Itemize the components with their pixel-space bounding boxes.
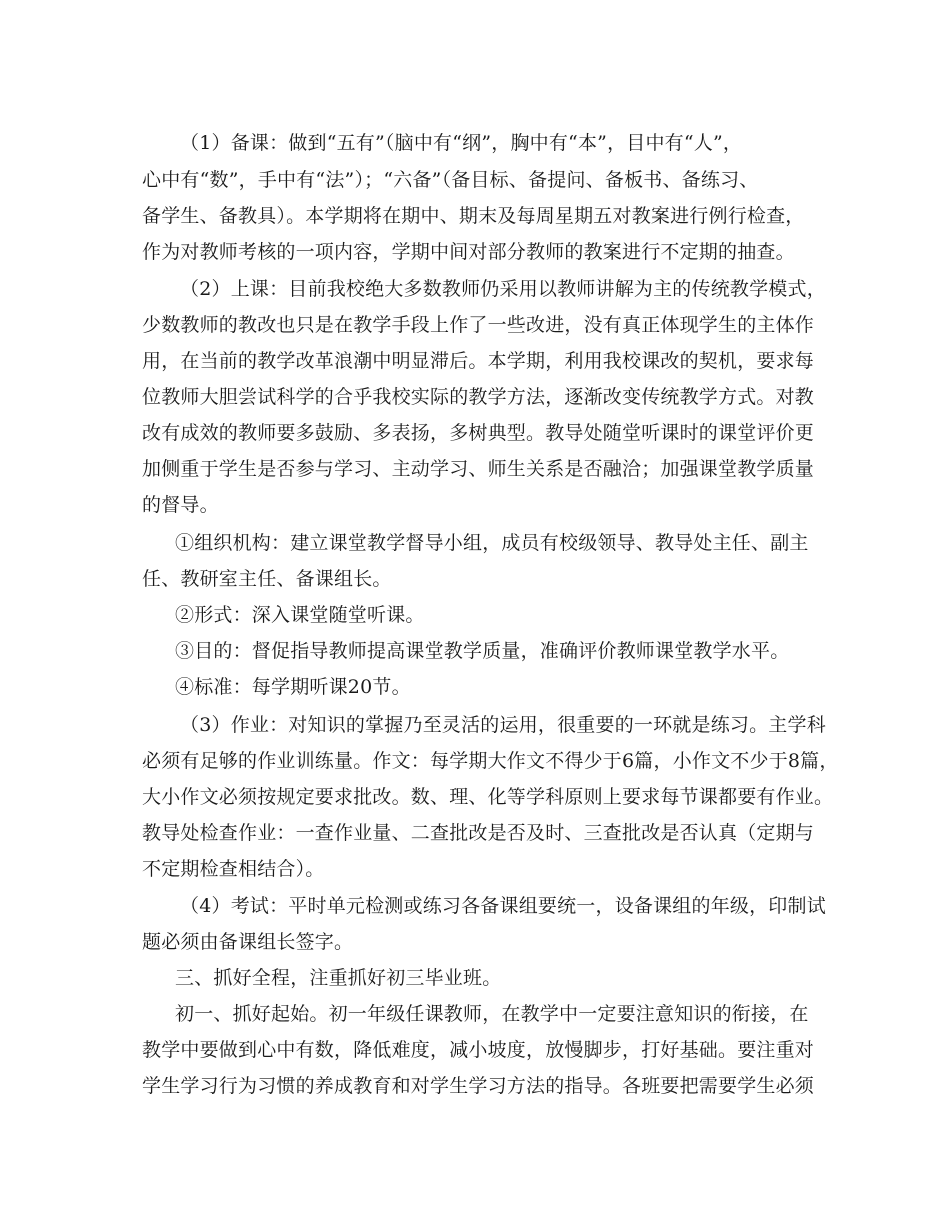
paragraph-line: （1）备课：做到“五有”（脑中有“纲”，胸中有“本”，目中有“人”， [180, 132, 743, 154]
paragraph-line: （3）作业：对知识的掌握乃至灵活的运用，很重要的一环就是练习。主学科 [180, 714, 826, 736]
paragraph-line: ①组织机构：建立课堂教学督导小组，成员有校级领导、教导处主任、副主 [175, 532, 809, 554]
paragraph-line: 位教师大胆尝试科学的合乎我校实际的教学方法，逐渐改变传统教学方式。对教 [142, 386, 815, 408]
section-heading: 三、抓好全程，注重抓好初三毕业班。 [175, 967, 502, 989]
paragraph-line: 教导处检查作业：一查作业量、二查批改是否及时、三查批改是否认真（定期与 [142, 822, 815, 844]
paragraph-line: 学生学习行为习惯的养成教育和对学生学习方法的指导。各班要把需要学生必须 [142, 1075, 815, 1097]
paragraph-line: 备学生、备教具）。本学期将在期中、期末及每周星期五对教案进行例行检查， [142, 205, 805, 227]
paragraph-line: 必须有足够的作业训练量。作文：每学期大作文不得少于6篇，小作文不少于8篇， [142, 750, 839, 772]
paragraph-line: 题必须由备课组长签字。 [142, 931, 354, 953]
paragraph-line: ②形式：深入课堂随堂听课。 [175, 604, 425, 626]
paragraph-line: ③目的：督促指导教师提高课堂教学质量，准确评价教师课堂教学水平。 [175, 640, 790, 662]
paragraph-line: 大小作文必须按规定要求批改。数、理、化等学科原则上要求每节课都要有作业。 [142, 786, 834, 808]
paragraph-line: 改有成效的教师要多鼓励、多表扬，多树典型。教导处随堂听课时的课堂评价更 [142, 422, 815, 444]
paragraph-line: 少数教师的教改也只是在教学手段上作了一些改进，没有真正体现学生的主体作 [142, 314, 815, 336]
paragraph-line: 作为对教师考核的一项内容，学期中间对部分教师的教案进行不定期的抽查。 [142, 241, 795, 263]
paragraph-line: （4）考试：平时单元检测或练习各备课组要统一，设备课组的年级，印制试 [180, 895, 826, 917]
paragraph-line: （2）上课：目前我校绝大多数教师仍采用以教师讲解为主的传统教学模式， [180, 278, 826, 300]
paragraph-line: 用，在当前的教学改革浪潮中明显滞后。本学期，利用我校课改的契机，要求每 [142, 350, 815, 372]
paragraph-line: 不定期检查相结合）。 [142, 858, 325, 880]
paragraph-line: 任、教研室主任、备课组长。 [142, 568, 392, 590]
paragraph-line: 加侧重于学生是否参与学习、主动学习、师生关系是否融洽；加强课堂教学质量 [142, 458, 815, 480]
paragraph-line: 心中有“数”，手中有“法”）；“六备”（备目标、备提问、备板书、备练习、 [142, 169, 759, 191]
paragraph-line: 初一、抓好起始。初一年级任课教师，在教学中一定要注意知识的衔接，在 [175, 1003, 809, 1025]
paragraph-line: 教学中要做到心中有数，降低难度，减小坡度，放慢脚步，打好基础。要注重对 [142, 1039, 815, 1061]
paragraph-line: 的督导。 [142, 494, 219, 516]
paragraph-line: ④标准：每学期听课20节。 [175, 676, 411, 698]
